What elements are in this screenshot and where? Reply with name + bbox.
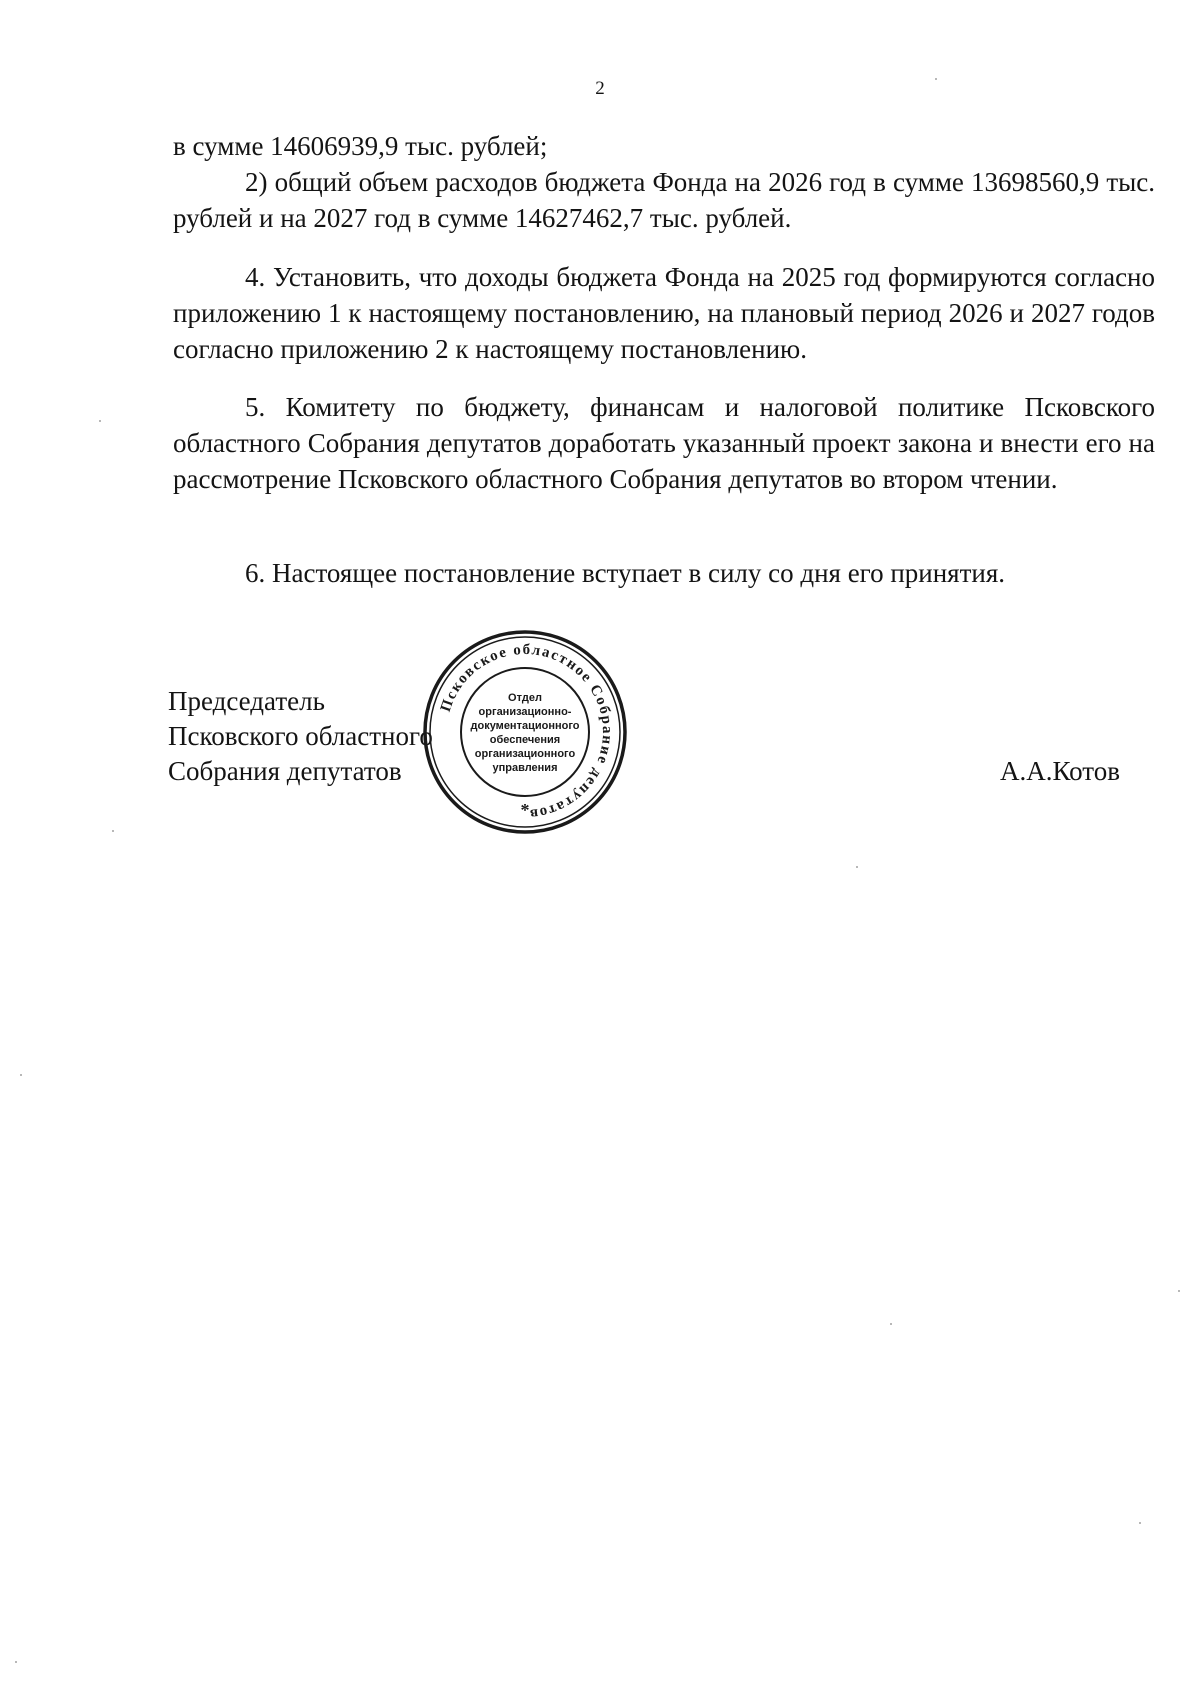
scan-speck: [890, 1323, 892, 1325]
page-number: 2: [595, 78, 605, 99]
paragraph-6: 6. Настоящее постановление вступает в силу со дня его принятия.: [245, 558, 1006, 588]
scan-speck: [20, 1074, 22, 1076]
paragraph-4: 4. Установить, что доходы бюджета Фонда на 2025 год формируются согласно приложению 1 к настоящему постановлению, на плановый период 2026 и 2027 годов согласно приложению 2 к настоящему постановлению.: [173, 262, 1155, 364]
seal-outer-text-path: Псковское областное Собрание депутатов: [437, 641, 616, 823]
scan-speck: [935, 78, 937, 80]
seal-star-icon: *: [520, 800, 530, 820]
seal-inner-line-2: организационно-: [478, 706, 572, 718]
scan-speck: [1139, 1522, 1141, 1524]
seal-inner-line-3: документационного: [470, 720, 580, 732]
signatory-name: А.А.Котов: [1000, 756, 1120, 786]
paragraph-continuation: в сумме 14606939,9 тыс. рублей;: [173, 131, 548, 161]
scan-speck: [112, 830, 114, 832]
seal-inner-line-5: организационного: [474, 748, 576, 760]
scan-speck: [856, 866, 858, 868]
paragraph-2: 2) общий объем расходов бюджета Фонда на 2026 год в сумме 13698560,9 тыс. рублей и на 2027 год в сумме 14627462,7 тыс. рублей.: [173, 167, 1155, 233]
scan-speck: [99, 420, 101, 422]
signatory-title-line-3: Собрания депутатов: [168, 756, 402, 786]
signatory-title-line-1: Председатель: [168, 686, 325, 716]
official-seal: [420, 627, 630, 837]
seal-inner-ring: [461, 668, 589, 796]
scan-speck: [15, 1661, 17, 1663]
signatory-title-line-2: Псковского областного: [168, 721, 433, 751]
seal-inner-line-1: Отдел: [508, 692, 542, 704]
seal-graphic: [420, 627, 630, 837]
signatory-title: [168, 684, 433, 789]
paragraph-5: 5. Комитету по бюджету, финансам и налоговой политике Псковского областного Собрания депутатов доработать указанный проект закона и внести его на рассмотрение Псковского областного Собрания депутатов во втором чтении.: [173, 392, 1155, 494]
scan-speck: [1178, 1290, 1180, 1292]
seal-second-ring: [430, 637, 620, 827]
seal-inner-line-6: управления: [492, 762, 558, 774]
seal-inner-line-4: обеспечения: [489, 734, 561, 746]
seal-inner-text: [471, 692, 580, 774]
